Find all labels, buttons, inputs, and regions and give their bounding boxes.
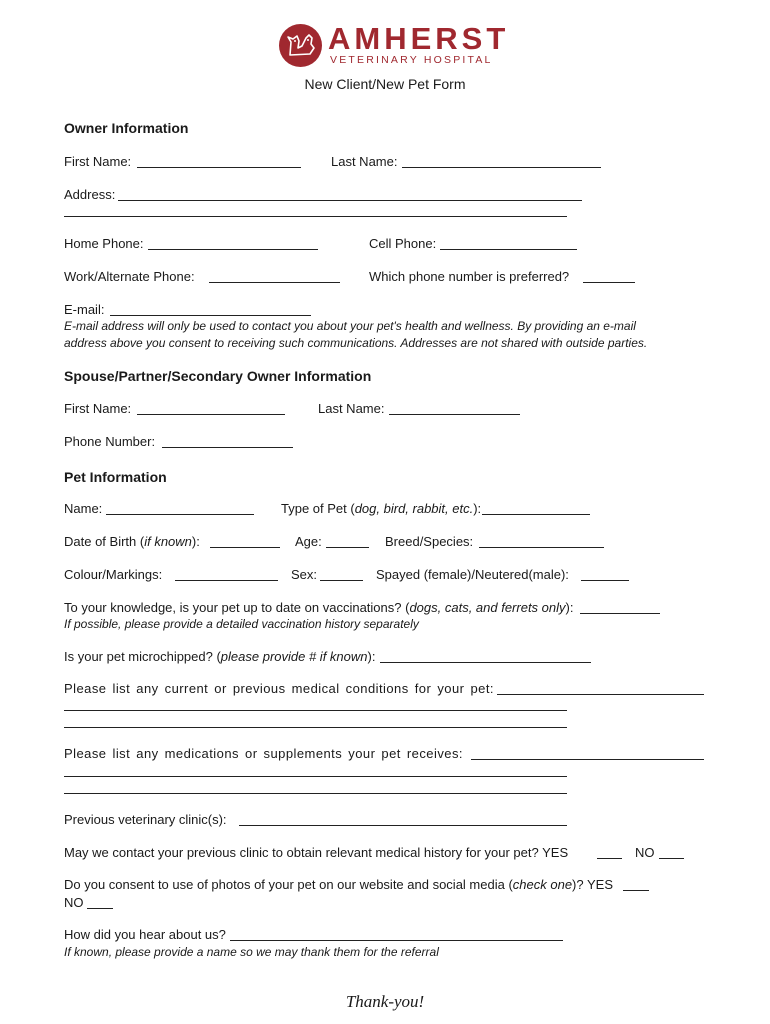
spouse-phone-field[interactable] bbox=[162, 447, 293, 448]
spouse-phone-label: Phone Number: bbox=[64, 434, 156, 449]
pet-spayed-label: Spayed (female)/Neutered(male): bbox=[376, 567, 569, 582]
spouse-last-name-label: Last Name: bbox=[318, 401, 385, 416]
owner-cell-phone-field[interactable] bbox=[440, 249, 577, 250]
pet-breed-label: Breed/Species: bbox=[385, 534, 474, 549]
pet-photos-no-label: NO bbox=[64, 895, 84, 910]
owner-work-phone-field[interactable] bbox=[209, 282, 340, 283]
pet-microchip-field[interactable] bbox=[380, 662, 591, 663]
pet-dob-field[interactable] bbox=[210, 547, 280, 548]
owner-last-name-field[interactable] bbox=[402, 167, 601, 168]
pet-heading: Pet Information bbox=[64, 469, 167, 485]
pet-conditions-field-2[interactable] bbox=[64, 710, 567, 711]
owner-home-phone-field[interactable] bbox=[148, 249, 318, 250]
spouse-first-name-field[interactable] bbox=[137, 414, 285, 415]
pet-type-field[interactable] bbox=[482, 514, 590, 515]
pet-photos-no-field[interactable] bbox=[87, 908, 113, 909]
pet-hear-note: If known, please provide a name so we may thank them for the referral bbox=[64, 945, 439, 959]
owner-preferred-field[interactable] bbox=[583, 282, 635, 283]
owner-heading: Owner Information bbox=[64, 120, 189, 136]
pet-prev-clinic-field[interactable] bbox=[239, 825, 567, 826]
pet-vaccination-label: To your knowledge, is your pet up to date on vaccinations? (dogs, cats, and ferrets only): bbox=[64, 600, 574, 615]
owner-address-field-2[interactable] bbox=[64, 216, 567, 217]
pet-spayed-field[interactable] bbox=[581, 580, 629, 581]
owner-first-name-label: First Name: bbox=[64, 154, 132, 169]
pet-contact-no-field[interactable] bbox=[659, 858, 684, 859]
pet-conditions-label: Please list any current or previous medical conditions for your pet: bbox=[64, 681, 494, 696]
pet-hear-field[interactable] bbox=[230, 940, 563, 941]
owner-address-field[interactable] bbox=[118, 200, 582, 201]
logo-name: AMHERST bbox=[328, 21, 510, 56]
pet-contact-yes-field[interactable] bbox=[597, 858, 622, 859]
owner-home-phone-label: Home Phone: bbox=[64, 236, 144, 251]
pet-medications-field[interactable] bbox=[471, 759, 704, 760]
pet-name-label: Name: bbox=[64, 501, 103, 516]
pet-name-field[interactable] bbox=[106, 514, 254, 515]
owner-first-name-field[interactable] bbox=[137, 167, 301, 168]
spouse-last-name-field[interactable] bbox=[389, 414, 520, 415]
pet-photos-yes-field[interactable] bbox=[623, 890, 649, 891]
pet-medications-label: Please list any medications or supplements your pet receives: bbox=[64, 746, 463, 761]
owner-address-label: Address: bbox=[64, 187, 116, 202]
owner-email-note-1: E-mail address will only be used to contact you about your pet's health and wellness. By providing an e-mail bbox=[64, 319, 636, 333]
pet-contact-question: May we contact your previous clinic to obtain relevant medical history for your pet? YES bbox=[64, 845, 569, 860]
pet-silhouette-icon bbox=[279, 24, 322, 67]
logo-subtitle: VETERINARY HOSPITAL bbox=[330, 54, 493, 66]
pet-medications-field-3[interactable] bbox=[64, 793, 567, 794]
pet-vaccination-note: If possible, please provide a detailed vaccination history separately bbox=[64, 617, 419, 631]
owner-email-label: E-mail: bbox=[64, 302, 105, 317]
owner-work-phone-label: Work/Alternate Phone: bbox=[64, 269, 195, 284]
owner-email-note-2: address above you consent to receiving such communications. Addresses are not shared with outside parties. bbox=[64, 336, 648, 350]
pet-breed-field[interactable] bbox=[479, 547, 604, 548]
owner-email-field[interactable] bbox=[110, 315, 311, 316]
pet-microchip-label: Is your pet microchipped? (please provide # if known): bbox=[64, 649, 376, 664]
pet-conditions-field[interactable] bbox=[497, 694, 704, 695]
owner-last-name-label: Last Name: bbox=[331, 154, 398, 169]
pet-vaccination-field[interactable] bbox=[580, 613, 660, 614]
pet-sex-label: Sex: bbox=[291, 567, 318, 582]
owner-preferred-label: Which phone number is preferred? bbox=[369, 269, 570, 284]
owner-cell-phone-label: Cell Phone: bbox=[369, 236, 437, 251]
pet-conditions-field-3[interactable] bbox=[64, 727, 567, 728]
pet-photos-question: Do you consent to use of photos of your pet on our website and social media (check one)? YES bbox=[64, 877, 613, 892]
form-title: New Client/New Pet Form bbox=[304, 76, 466, 92]
pet-medications-field-2[interactable] bbox=[64, 776, 567, 777]
pet-prev-clinic-label: Previous veterinary clinic(s): bbox=[64, 812, 227, 827]
pet-colour-label: Colour/Markings: bbox=[64, 567, 163, 582]
thank-you: Thank-you! bbox=[345, 992, 425, 1011]
pet-age-label: Age: bbox=[295, 534, 322, 549]
pet-hear-label: How did you hear about us? bbox=[64, 927, 226, 942]
pet-contact-no-label: NO bbox=[635, 845, 655, 860]
logo-emblem bbox=[279, 24, 322, 67]
pet-sex-field[interactable] bbox=[320, 580, 363, 581]
spouse-heading: Spouse/Partner/Secondary Owner Information bbox=[64, 368, 372, 384]
pet-dob-label: Date of Birth (if known): bbox=[64, 534, 200, 549]
spouse-first-name-label: First Name: bbox=[64, 401, 132, 416]
pet-age-field[interactable] bbox=[326, 547, 369, 548]
pet-type-label: Type of Pet (dog, bird, rabbit, etc.): bbox=[281, 501, 482, 516]
pet-colour-field[interactable] bbox=[175, 580, 278, 581]
